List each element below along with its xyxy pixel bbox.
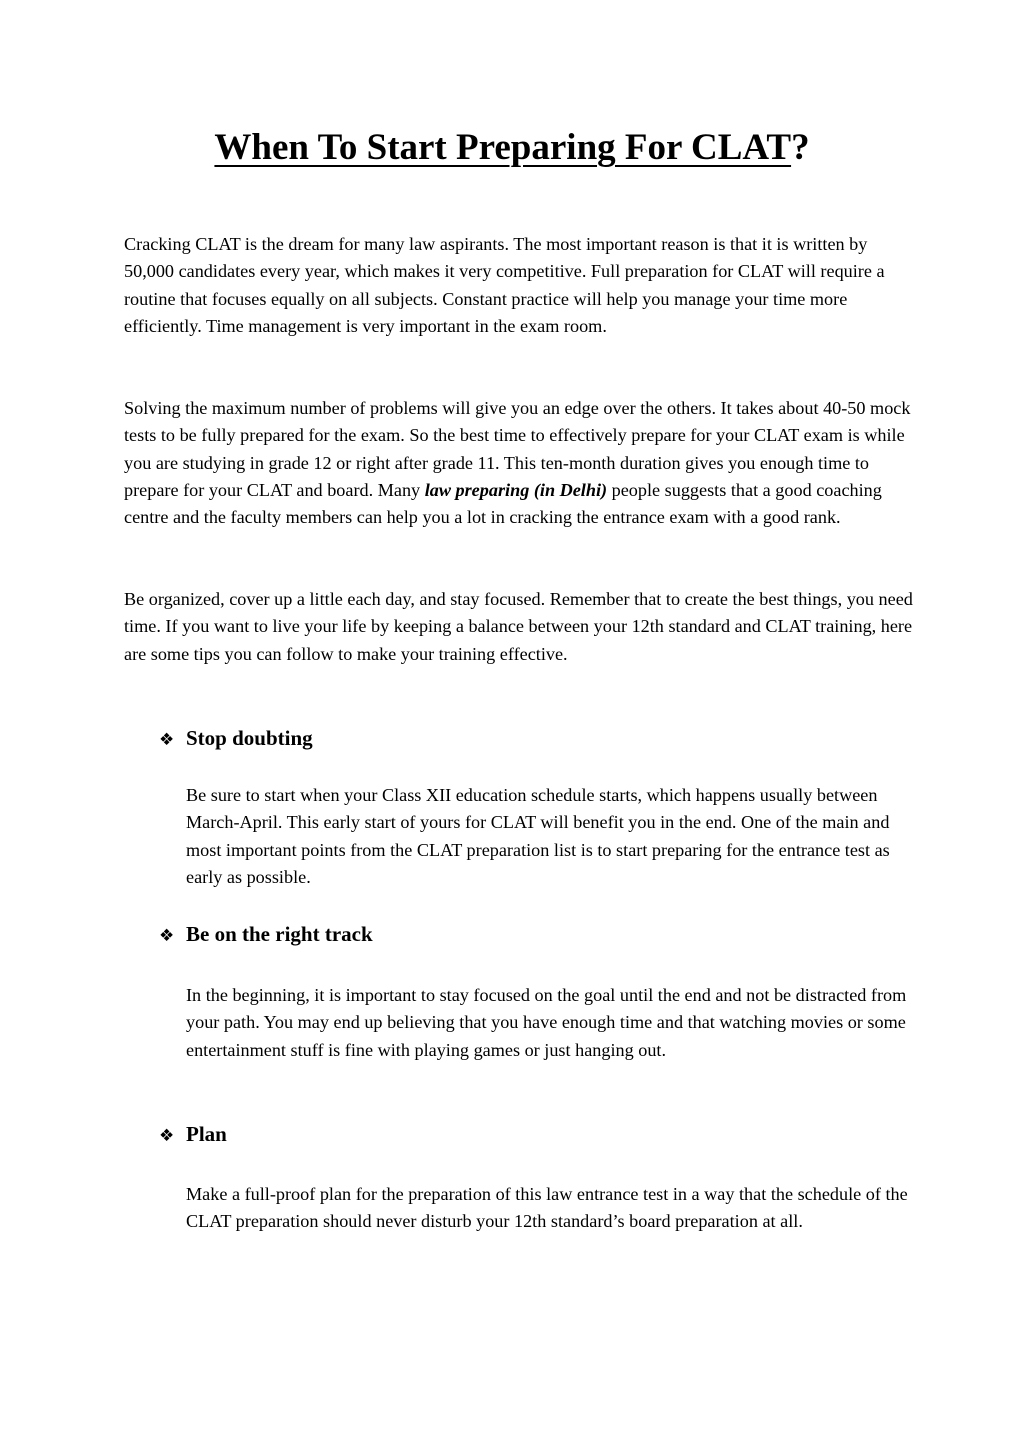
section-heading-plan bbox=[159, 1119, 227, 1151]
timing-paragraph-text-start: Solving the maximum number of problems will give you an edge over the others. It takes about 40-50 mock tests to be fully prepared for the exam. So the best time to effectively prepare for your CLAT exam is while you are studying in grade 12 or right after grade 11. This ten-month duration gives you enough time to prepare for your CLAT and board. Many bbox=[124, 398, 911, 500]
section-heading-label: Be on the right track bbox=[186, 922, 373, 946]
diamond-bullet-icon: ❖ bbox=[159, 730, 175, 750]
diamond-bullet-icon: ❖ bbox=[159, 926, 175, 946]
page-title bbox=[0, 124, 1024, 172]
section-body-right-track: In the beginning, it is important to stay focused on the goal until the end and not be distracted from your path. You may end up believing that you have enough time and that watching movies or some entertainment stuff is fine with playing games or just hanging out. bbox=[186, 985, 907, 1060]
section-heading-right-track bbox=[159, 919, 373, 951]
intro-paragraph: Cracking CLAT is the dream for many law aspirants. The most important reason is that it is written by 50,000 candidates every year, which makes it very competitive. Full preparation for CLAT will require a routine that focuses equally on all subjects. Constant practice will help you manage your time more efficiently. Time management is very important in the exam room. bbox=[124, 234, 885, 336]
law-preparing-emphasis: law preparing (in Delhi) bbox=[424, 479, 608, 500]
section-body-stop-doubting: Be sure to start when your Class XII education schedule starts, which happens usually between March-April. This early start of yours for CLAT will benefit you in the end. One of the main and most important points from the CLAT preparation list is to start preparing for the entrance test as early as possible. bbox=[186, 785, 890, 887]
section-heading-label: Stop doubting bbox=[186, 726, 313, 750]
page-title-question-mark: ? bbox=[791, 127, 810, 168]
organize-paragraph: Be organized, cover up a little each day, and stay focused. Remember that to create the best things, you need time. If you want to live your life by keeping a balance between your 12th standard and CLAT training, here are some tips you can follow to make your training effective. bbox=[124, 589, 913, 664]
timing-paragraph bbox=[124, 395, 914, 531]
page-title-text: When To Start Preparing For CLAT bbox=[214, 127, 792, 168]
section-body-plan: Make a full-proof plan for the preparation of this law entrance test in a way that the schedule of the CLAT preparation should never disturb your 12th standard’s board preparation at all. bbox=[186, 1184, 908, 1232]
section-heading-stop-doubting bbox=[159, 723, 313, 755]
diamond-bullet-icon: ❖ bbox=[159, 1126, 175, 1146]
timing-paragraph-text-end: people suggests that a good coaching centre and the faculty members can help you a lot in cracking the entrance exam with a good rank. bbox=[124, 479, 882, 528]
section-heading-label: Plan bbox=[186, 1122, 227, 1146]
